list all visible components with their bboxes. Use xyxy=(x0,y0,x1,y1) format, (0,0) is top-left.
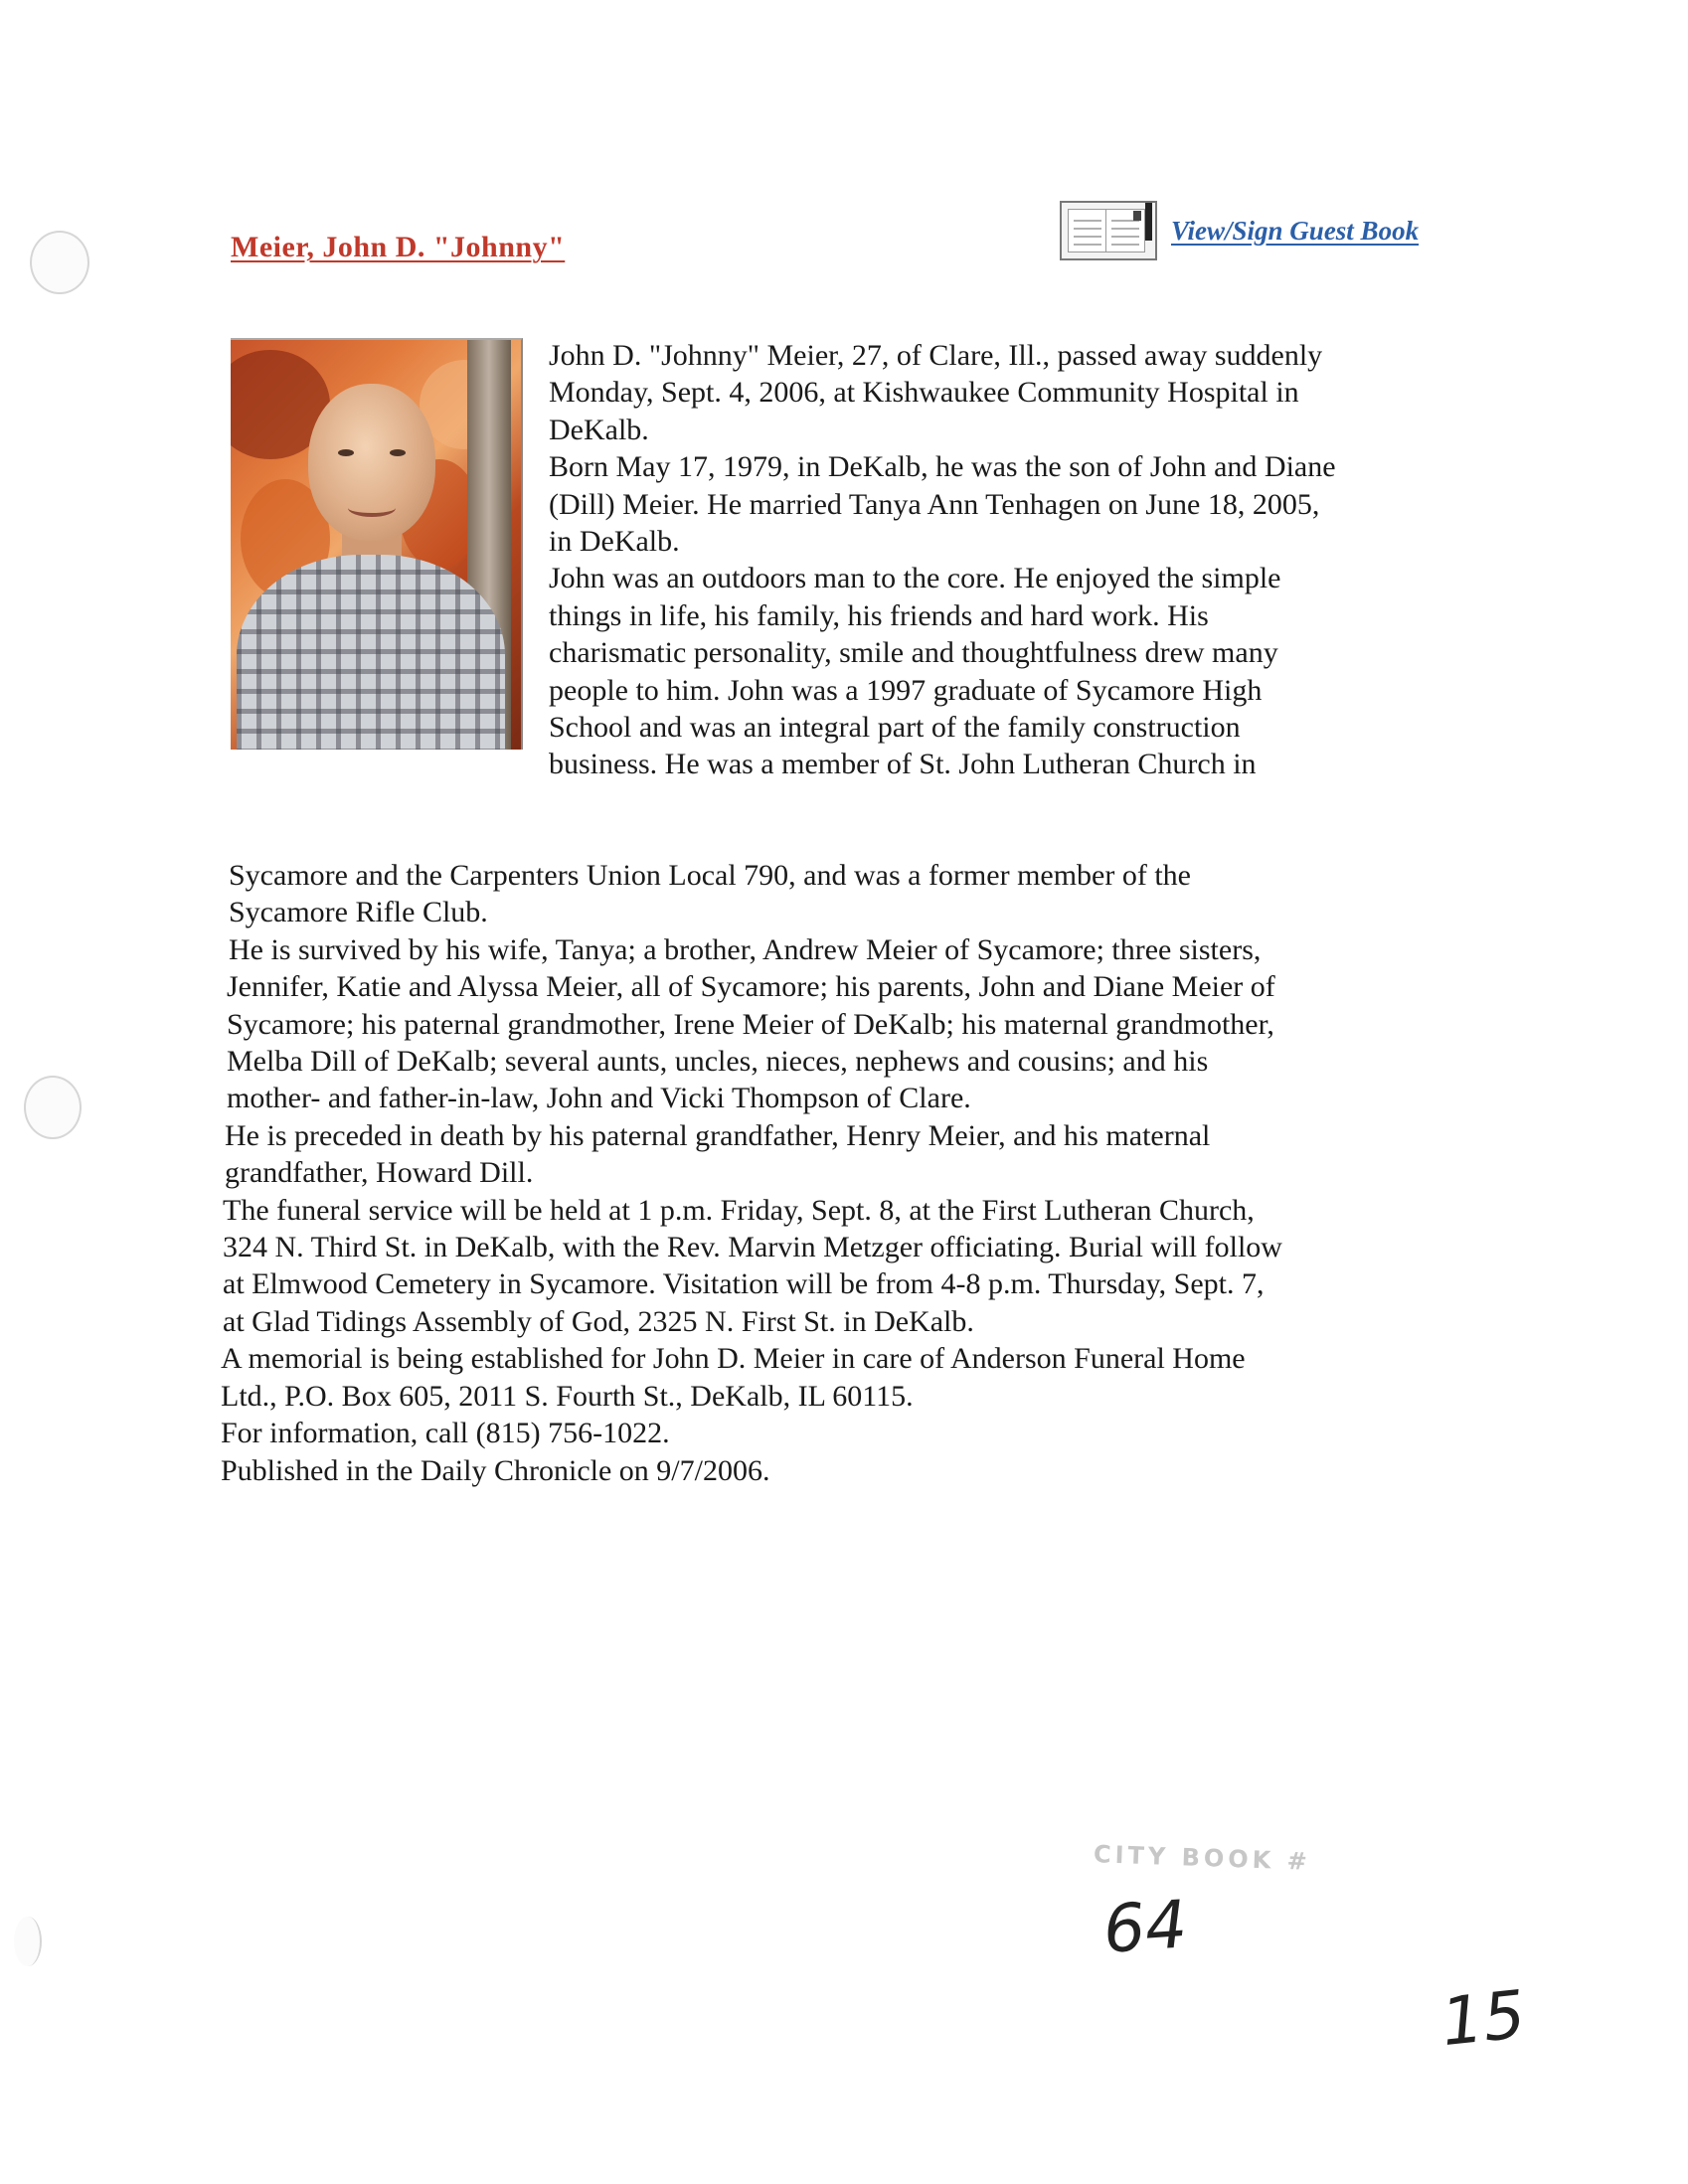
text-line: Sycamore; his paternal grandmother, Irene Meier of DeKalb; his maternal grandmother, xyxy=(227,1007,1274,1041)
text-line: He is survived by his wife, Tanya; a brother, Andrew Meier of Sycamore; three sisters, xyxy=(229,932,1262,966)
text-line: Jennifer, Katie and Alyssa Meier, all of Sycamore; his parents, John and Diane Meier of xyxy=(227,970,1275,1004)
punch-hole-middle xyxy=(24,1076,82,1139)
text-line: He is preceded in death by his paternal grandfather, Henry Meier, and his maternal xyxy=(225,1118,1211,1152)
text-line: Sycamore and the Carpenters Union Local 790, and was a former member of the xyxy=(229,859,1191,892)
text-line: 324 N. Third St. in DeKalb, with the Rev. Marvin Metzger officiating. Burial will follow xyxy=(223,1231,1282,1264)
text-line: charismatic personality, smile and thoughtfulness drew many xyxy=(549,636,1278,670)
text-line: in DeKalb. xyxy=(549,525,680,559)
text-line: at Elmwood Cemetery in Sycamore. Visitation will be from 4-8 p.m. Thursday, Sept. 7, xyxy=(223,1267,1265,1301)
punch-hole-top xyxy=(30,231,89,294)
portrait-photo xyxy=(231,338,523,750)
city-book-stamp: CITY BOOK # xyxy=(1093,1840,1312,1876)
obituary-body xyxy=(221,857,1513,1489)
text-line: Monday, Sept. 4, 2006, at Kishwaukee Community Hospital in xyxy=(549,376,1299,410)
text-line: The funeral service will be held at 1 p.m. Friday, Sept. 8, at the First Lutheran Church, xyxy=(223,1193,1255,1227)
obituary-title-link[interactable]: Meier, John D. "Johnny" xyxy=(231,231,566,263)
text-line: Melba Dill of DeKalb; several aunts, uncles, nieces, nephews and cousins; and his xyxy=(227,1045,1209,1079)
text-line: (Dill) Meier. He married Tanya Ann Tenhagen on June 18, 2005, xyxy=(549,487,1320,521)
punch-hole-bottom xyxy=(14,1917,42,1966)
text-line: John D. "Johnny" Meier, 27, of Clare, Ill., passed away suddenly xyxy=(549,339,1323,372)
guestbook-widget[interactable] xyxy=(1060,199,1419,262)
text-line: John was an outdoors man to the core. He enjoyed the simple xyxy=(549,562,1281,595)
text-line: things in life, his family, his friends and hard work. His xyxy=(549,598,1209,632)
text-line: A memorial is being established for John D. Meier in care of Anderson Funeral Home xyxy=(221,1342,1246,1376)
handwritten-number: 64 xyxy=(1100,1886,1190,1968)
text-line: mother- and father-in-law, John and Vicki Thompson of Clare. xyxy=(227,1082,971,1115)
obituary-intro xyxy=(549,337,1443,783)
guestbook-icon xyxy=(1060,201,1157,260)
text-line: For information, call (815) 756-1022. xyxy=(221,1417,670,1450)
text-line: DeKalb. xyxy=(549,413,649,446)
view-sign-guestbook-link[interactable]: View/Sign Guest Book xyxy=(1171,215,1420,246)
text-line: Born May 17, 1979, in DeKalb, he was the son of John and Diane xyxy=(549,450,1336,484)
text-line: School and was an integral part of the family construction xyxy=(549,711,1241,745)
text-line: grandfather, Howard Dill. xyxy=(225,1156,534,1190)
text-line: business. He was a member of St. John Lutheran Church in xyxy=(549,748,1257,781)
handwritten-page-number: 15 xyxy=(1437,1975,1529,2062)
text-line: people to him. John was a 1997 graduate of Sycamore High xyxy=(549,673,1263,707)
text-line: Ltd., P.O. Box 605, 2011 S. Fourth St., DeKalb, IL 60115. xyxy=(221,1379,914,1413)
text-line: at Glad Tidings Assembly of God, 2325 N. First St. in DeKalb. xyxy=(223,1304,974,1338)
text-line: Sycamore Rifle Club. xyxy=(229,896,488,929)
text-line: Published in the Daily Chronicle on 9/7/2006. xyxy=(221,1453,770,1487)
